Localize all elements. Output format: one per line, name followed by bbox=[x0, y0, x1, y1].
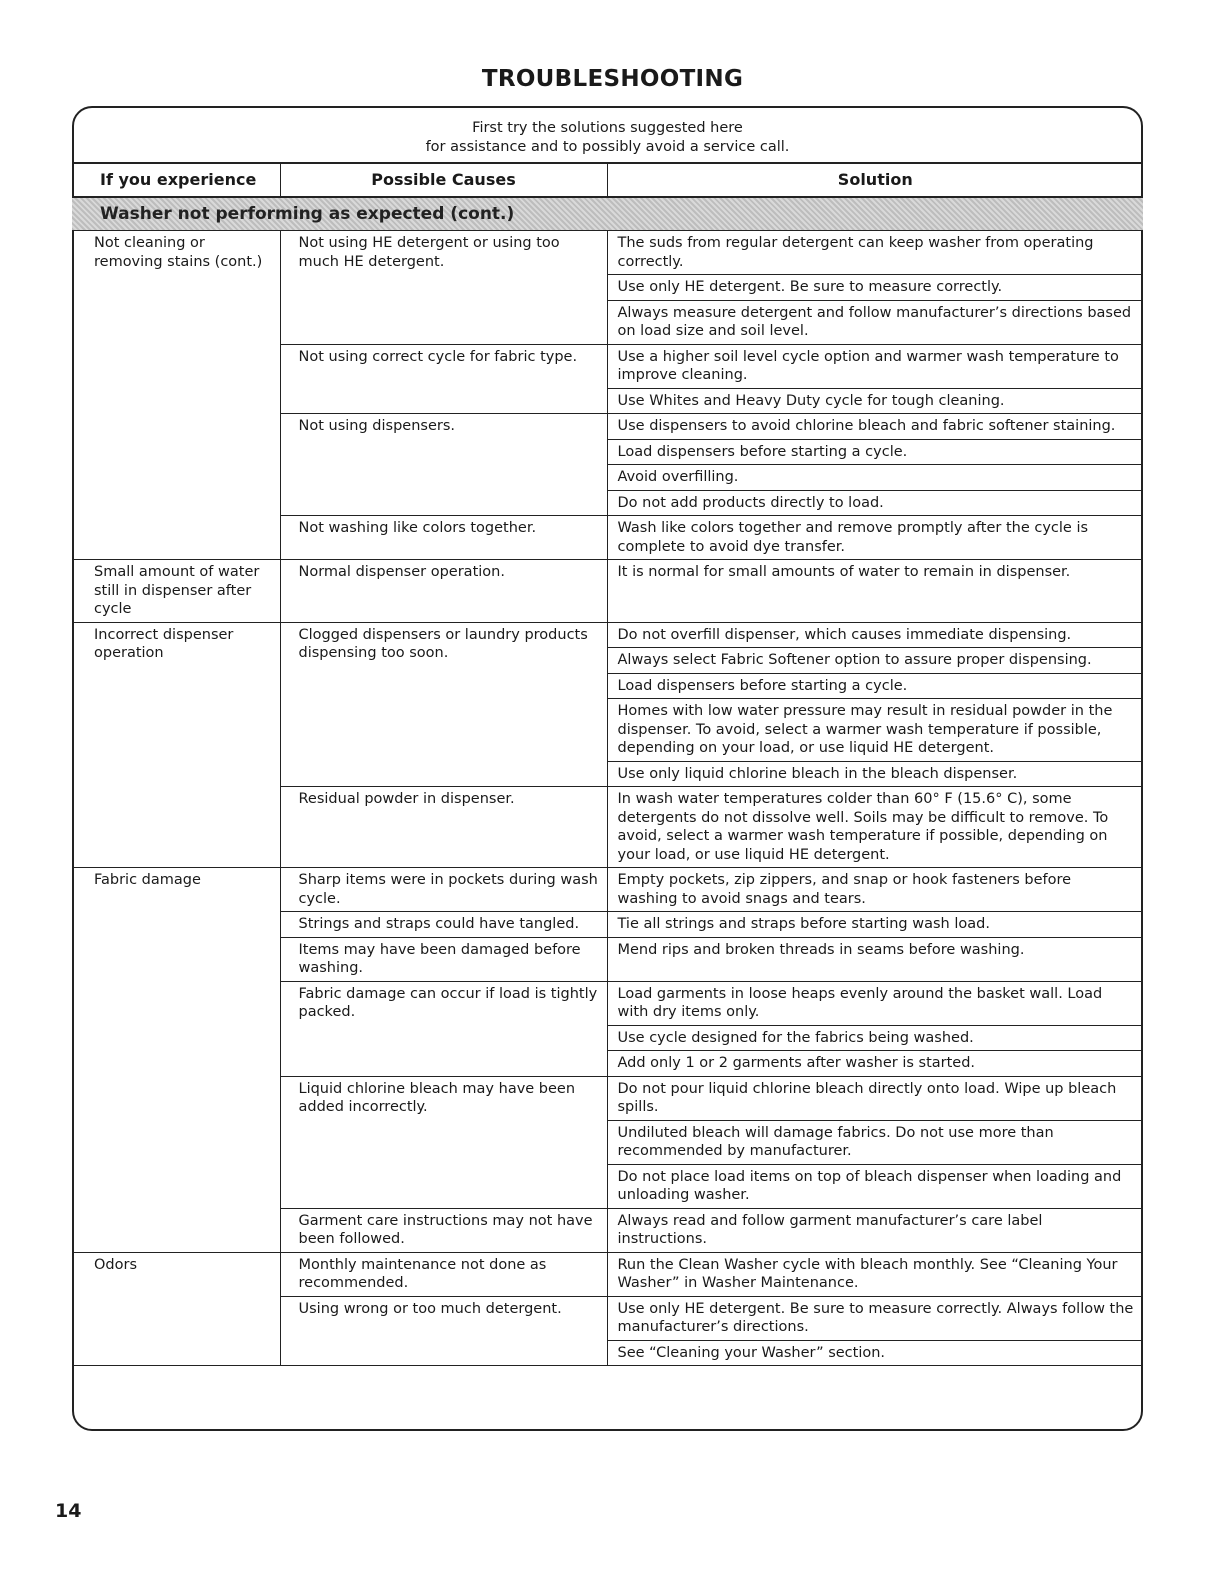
header-experience: If you experience bbox=[72, 163, 280, 197]
solution-cell: Mend rips and broken threads in seams before washing. bbox=[607, 937, 1143, 981]
intro-line-2: for assistance and to possibly avoid a service call. bbox=[425, 139, 790, 155]
solution-cell: Use a higher soil level cycle option and warmer wash temperature to improve cleaning. bbox=[607, 344, 1143, 388]
solution-cell: Always read and follow garment manufacturer’s care label instructions. bbox=[607, 1208, 1143, 1252]
intro-line-1: First try the solutions suggested here bbox=[472, 120, 743, 136]
solution-cell: Use only HE detergent. Be sure to measure correctly. Always follow the manufacturer’s directions. bbox=[607, 1296, 1143, 1340]
page-title: TROUBLESHOOTING bbox=[481, 66, 744, 92]
solution-cell: In wash water temperatures colder than 60° F (15.6° C), some detergents do not dissolve well. Soils may be difficult to remove. To avoid, select a warmer wash temperature if possible, depending on your load, or use liquid HE detergent. bbox=[607, 787, 1143, 868]
table-row bbox=[72, 560, 1143, 623]
experience-cell: Incorrect dispenser operation bbox=[72, 622, 280, 868]
cause-cell: Monthly maintenance not done as recommended. bbox=[280, 1252, 607, 1296]
section-row bbox=[72, 197, 1143, 231]
table-row bbox=[72, 622, 1143, 648]
cause-cell: Sharp items were in pockets during wash cycle. bbox=[280, 868, 607, 912]
page-number: 14 bbox=[55, 1500, 82, 1522]
solution-cell: See “Cleaning your Washer” section. bbox=[607, 1340, 1143, 1366]
cause-cell: Strings and straps could have tangled. bbox=[280, 912, 607, 938]
solution-cell: Always measure detergent and follow manufacturer’s directions based on load size and soil level. bbox=[607, 300, 1143, 344]
solution-cell: Do not overfill dispenser, which causes immediate dispensing. bbox=[607, 622, 1143, 648]
experience-cell: Fabric damage bbox=[72, 868, 280, 1253]
solution-cell: Avoid overfilling. bbox=[607, 465, 1143, 491]
cause-cell: Liquid chlorine bleach may have been added incorrectly. bbox=[280, 1076, 607, 1208]
header-solution: Solution bbox=[607, 163, 1143, 197]
table-body bbox=[72, 197, 1143, 1366]
experience-cell: Odors bbox=[72, 1252, 280, 1366]
solution-cell: Use dispensers to avoid chlorine bleach and fabric softener staining. bbox=[607, 414, 1143, 440]
section-title: Washer not performing as expected (cont.) bbox=[72, 197, 1143, 231]
solution-cell: The suds from regular detergent can keep washer from operating correctly. bbox=[607, 231, 1143, 275]
solution-cell: Load garments in loose heaps evenly around the basket wall. Load with dry items only. bbox=[607, 981, 1143, 1025]
cause-cell: Not using dispensers. bbox=[280, 414, 607, 516]
header-causes: Possible Causes bbox=[280, 163, 607, 197]
table-row bbox=[72, 231, 1143, 275]
solution-cell: Empty pockets, zip zippers, and snap or hook fasteners before washing to avoid snags and tears. bbox=[607, 868, 1143, 912]
solution-cell: It is normal for small amounts of water to remain in dispenser. bbox=[607, 560, 1143, 623]
solution-cell: Use Whites and Heavy Duty cycle for tough cleaning. bbox=[607, 388, 1143, 414]
solution-cell: Tie all strings and straps before starting wash load. bbox=[607, 912, 1143, 938]
solution-cell: Use cycle designed for the fabrics being washed. bbox=[607, 1025, 1143, 1051]
cause-cell: Not using HE detergent or using too much HE detergent. bbox=[280, 231, 607, 345]
solution-cell: Do not place load items on top of bleach dispenser when loading and unloading washer. bbox=[607, 1164, 1143, 1208]
cause-cell: Not using correct cycle for fabric type. bbox=[280, 344, 607, 414]
troubleshooting-table bbox=[72, 162, 1143, 1366]
solution-cell: Do not pour liquid chlorine bleach directly onto load. Wipe up bleach spills. bbox=[607, 1076, 1143, 1120]
solution-cell: Homes with low water pressure may result in residual powder in the dispenser. To avoid, select a warmer wash temperature if possible, depending on your load, or use liquid HE detergent. bbox=[607, 699, 1143, 762]
solution-cell: Do not add products directly to load. bbox=[607, 490, 1143, 516]
cause-cell: Not washing like colors together. bbox=[280, 516, 607, 560]
table-row bbox=[72, 868, 1143, 912]
solution-cell: Use only liquid chlorine bleach in the bleach dispenser. bbox=[607, 761, 1143, 787]
cause-cell: Garment care instructions may not have been followed. bbox=[280, 1208, 607, 1252]
cause-cell: Using wrong or too much detergent. bbox=[280, 1296, 607, 1366]
solution-cell: Always select Fabric Softener option to assure proper dispensing. bbox=[607, 648, 1143, 674]
cause-cell: Items may have been damaged before washing. bbox=[280, 937, 607, 981]
solution-cell: Load dispensers before starting a cycle. bbox=[607, 439, 1143, 465]
solution-cell: Undiluted bleach will damage fabrics. Do not use more than recommended by manufacturer. bbox=[607, 1120, 1143, 1164]
experience-cell: Small amount of water still in dispenser after cycle bbox=[72, 560, 280, 623]
experience-cell: Not cleaning or removing stains (cont.) bbox=[72, 231, 280, 560]
table-row bbox=[72, 1252, 1143, 1296]
cause-cell: Fabric damage can occur if load is tightly packed. bbox=[280, 981, 607, 1076]
cause-cell: Residual powder in dispenser. bbox=[280, 787, 607, 868]
solution-cell: Run the Clean Washer cycle with bleach monthly. See “Cleaning Your Washer” in Washer Maintenance. bbox=[607, 1252, 1143, 1296]
header-row bbox=[72, 163, 1143, 197]
intro-text bbox=[72, 119, 1143, 157]
solution-cell: Wash like colors together and remove promptly after the cycle is complete to avoid dye transfer. bbox=[607, 516, 1143, 560]
cause-cell: Clogged dispensers or laundry products dispensing too soon. bbox=[280, 622, 607, 787]
solution-cell: Use only HE detergent. Be sure to measure correctly. bbox=[607, 275, 1143, 301]
solution-cell: Load dispensers before starting a cycle. bbox=[607, 673, 1143, 699]
solution-cell: Add only 1 or 2 garments after washer is started. bbox=[607, 1051, 1143, 1077]
cause-cell: Normal dispenser operation. bbox=[280, 560, 607, 623]
